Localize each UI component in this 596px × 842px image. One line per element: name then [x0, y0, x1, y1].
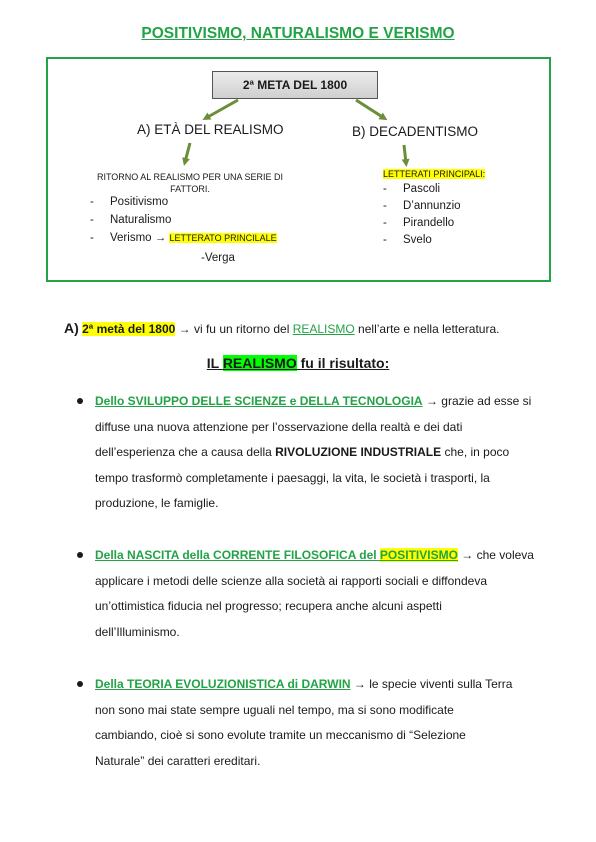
arrow-right-icon: →	[154, 232, 167, 244]
meta-1800-box: 2ª META DEL 1800	[212, 71, 378, 99]
bullet-head: Della NASCITA della CORRENTE FILOSOFICA del	[95, 548, 380, 562]
list-item: - Verismo → LETTERATO PRINCILALE	[90, 232, 277, 244]
left-list	[90, 196, 310, 266]
arrow-right-icon: →	[425, 394, 438, 408]
decadentismo-heading: B) DECADENTISMO	[352, 124, 479, 139]
bullet-positivismo: Della NASCITA della CORRENTE FILOSOFICA del POSITIVISMO → che voleva applicare i metodi delle scienze alla società ai rapporti sociali e diffondeva un’ottimistica fiducia nel progresso; recupera anche alcuni aspetti dell’Illuminismo.	[95, 548, 534, 639]
section-a-highlight: 2ª metà del 1800	[82, 322, 176, 336]
section-a-prefix: A)	[64, 320, 79, 336]
letterati-principali-label: LETTERATI PRINCIPALI:	[383, 169, 486, 179]
subtitle: IL REALISMO fu il risultato:	[206, 355, 390, 371]
ritorno-intro	[90, 171, 290, 195]
bullet-head: Dello SVILUPPO DELLE SCIENZE e DELLA TECNOLOGIA	[95, 394, 423, 408]
letterato-label: LETTERATO PRINCILALE	[169, 233, 277, 243]
list-item: - Pirandello	[383, 217, 455, 229]
bullet-darwin: Della TEORIA EVOLUZIONISTICA di DARWIN → le specie viventi sulla Terra non sono mai state sempre uguali nel tempo, ma si sono modificate cambiando, cioè si sono evolute tramite un meccanismo di “Selezione Naturale” dei caratteri ereditari.	[95, 677, 513, 768]
right-list	[383, 183, 503, 253]
arrow-right-icon: →	[353, 677, 366, 691]
bullet-dot	[77, 681, 83, 687]
realismo-keyword: REALISMO	[292, 322, 355, 336]
ritorno-line-2: FATTORI.	[170, 184, 210, 194]
list-item: - Positivismo	[90, 196, 169, 208]
bullet-scienze: Dello SVILUPPO DELLE SCIENZE e DELLA TECNOLOGIA → grazie ad esse si diffuse una nuova attenzione per l’osservazione della realtà e dei dati dell’esperienza che a causa della RIVOLUZIONE INDUSTRIALE che, in poco tempo trasformò completamente i paesaggi, la vita, le società i trasporti, la produzione, le famiglie.	[95, 394, 532, 510]
arrow-to-ritorno	[185, 143, 190, 162]
arrow-right-icon: →	[461, 548, 474, 562]
arrow-to-realismo	[206, 100, 238, 118]
list-item: - Svelo	[383, 234, 432, 246]
list-item: - D’annunzio	[383, 200, 461, 212]
bullet-dot	[77, 552, 83, 558]
list-item: - Naturalismo	[90, 214, 172, 226]
positivismo-keyword: POSITIVISMO	[379, 548, 458, 562]
list-item: - Pascoli	[383, 183, 441, 195]
arrow-right-icon: →	[178, 322, 191, 336]
page-title: POSITIVISMO, NATURALISMO E VERISMO	[141, 25, 455, 42]
subtitle-keyword: REALISMO	[222, 355, 297, 371]
realismo-heading: A) ETÀ DEL REALISMO	[137, 122, 284, 137]
arrow-to-letterati	[404, 145, 406, 163]
bullet-head: Della TEORIA EVOLUZIONISTICA di DARWIN	[95, 677, 351, 691]
section-a-line: A) 2ª metà del 1800 → vi fu un ritorno del REALISMO nell’arte e nella letteratura.	[64, 320, 500, 336]
arrow-to-decadentismo	[356, 100, 384, 118]
ritorno-line-1: RITORNO AL REALISMO PER UNA SERIE DI	[96, 172, 284, 182]
letterato-name: -Verga	[201, 252, 235, 264]
bullet-dot	[77, 398, 83, 404]
